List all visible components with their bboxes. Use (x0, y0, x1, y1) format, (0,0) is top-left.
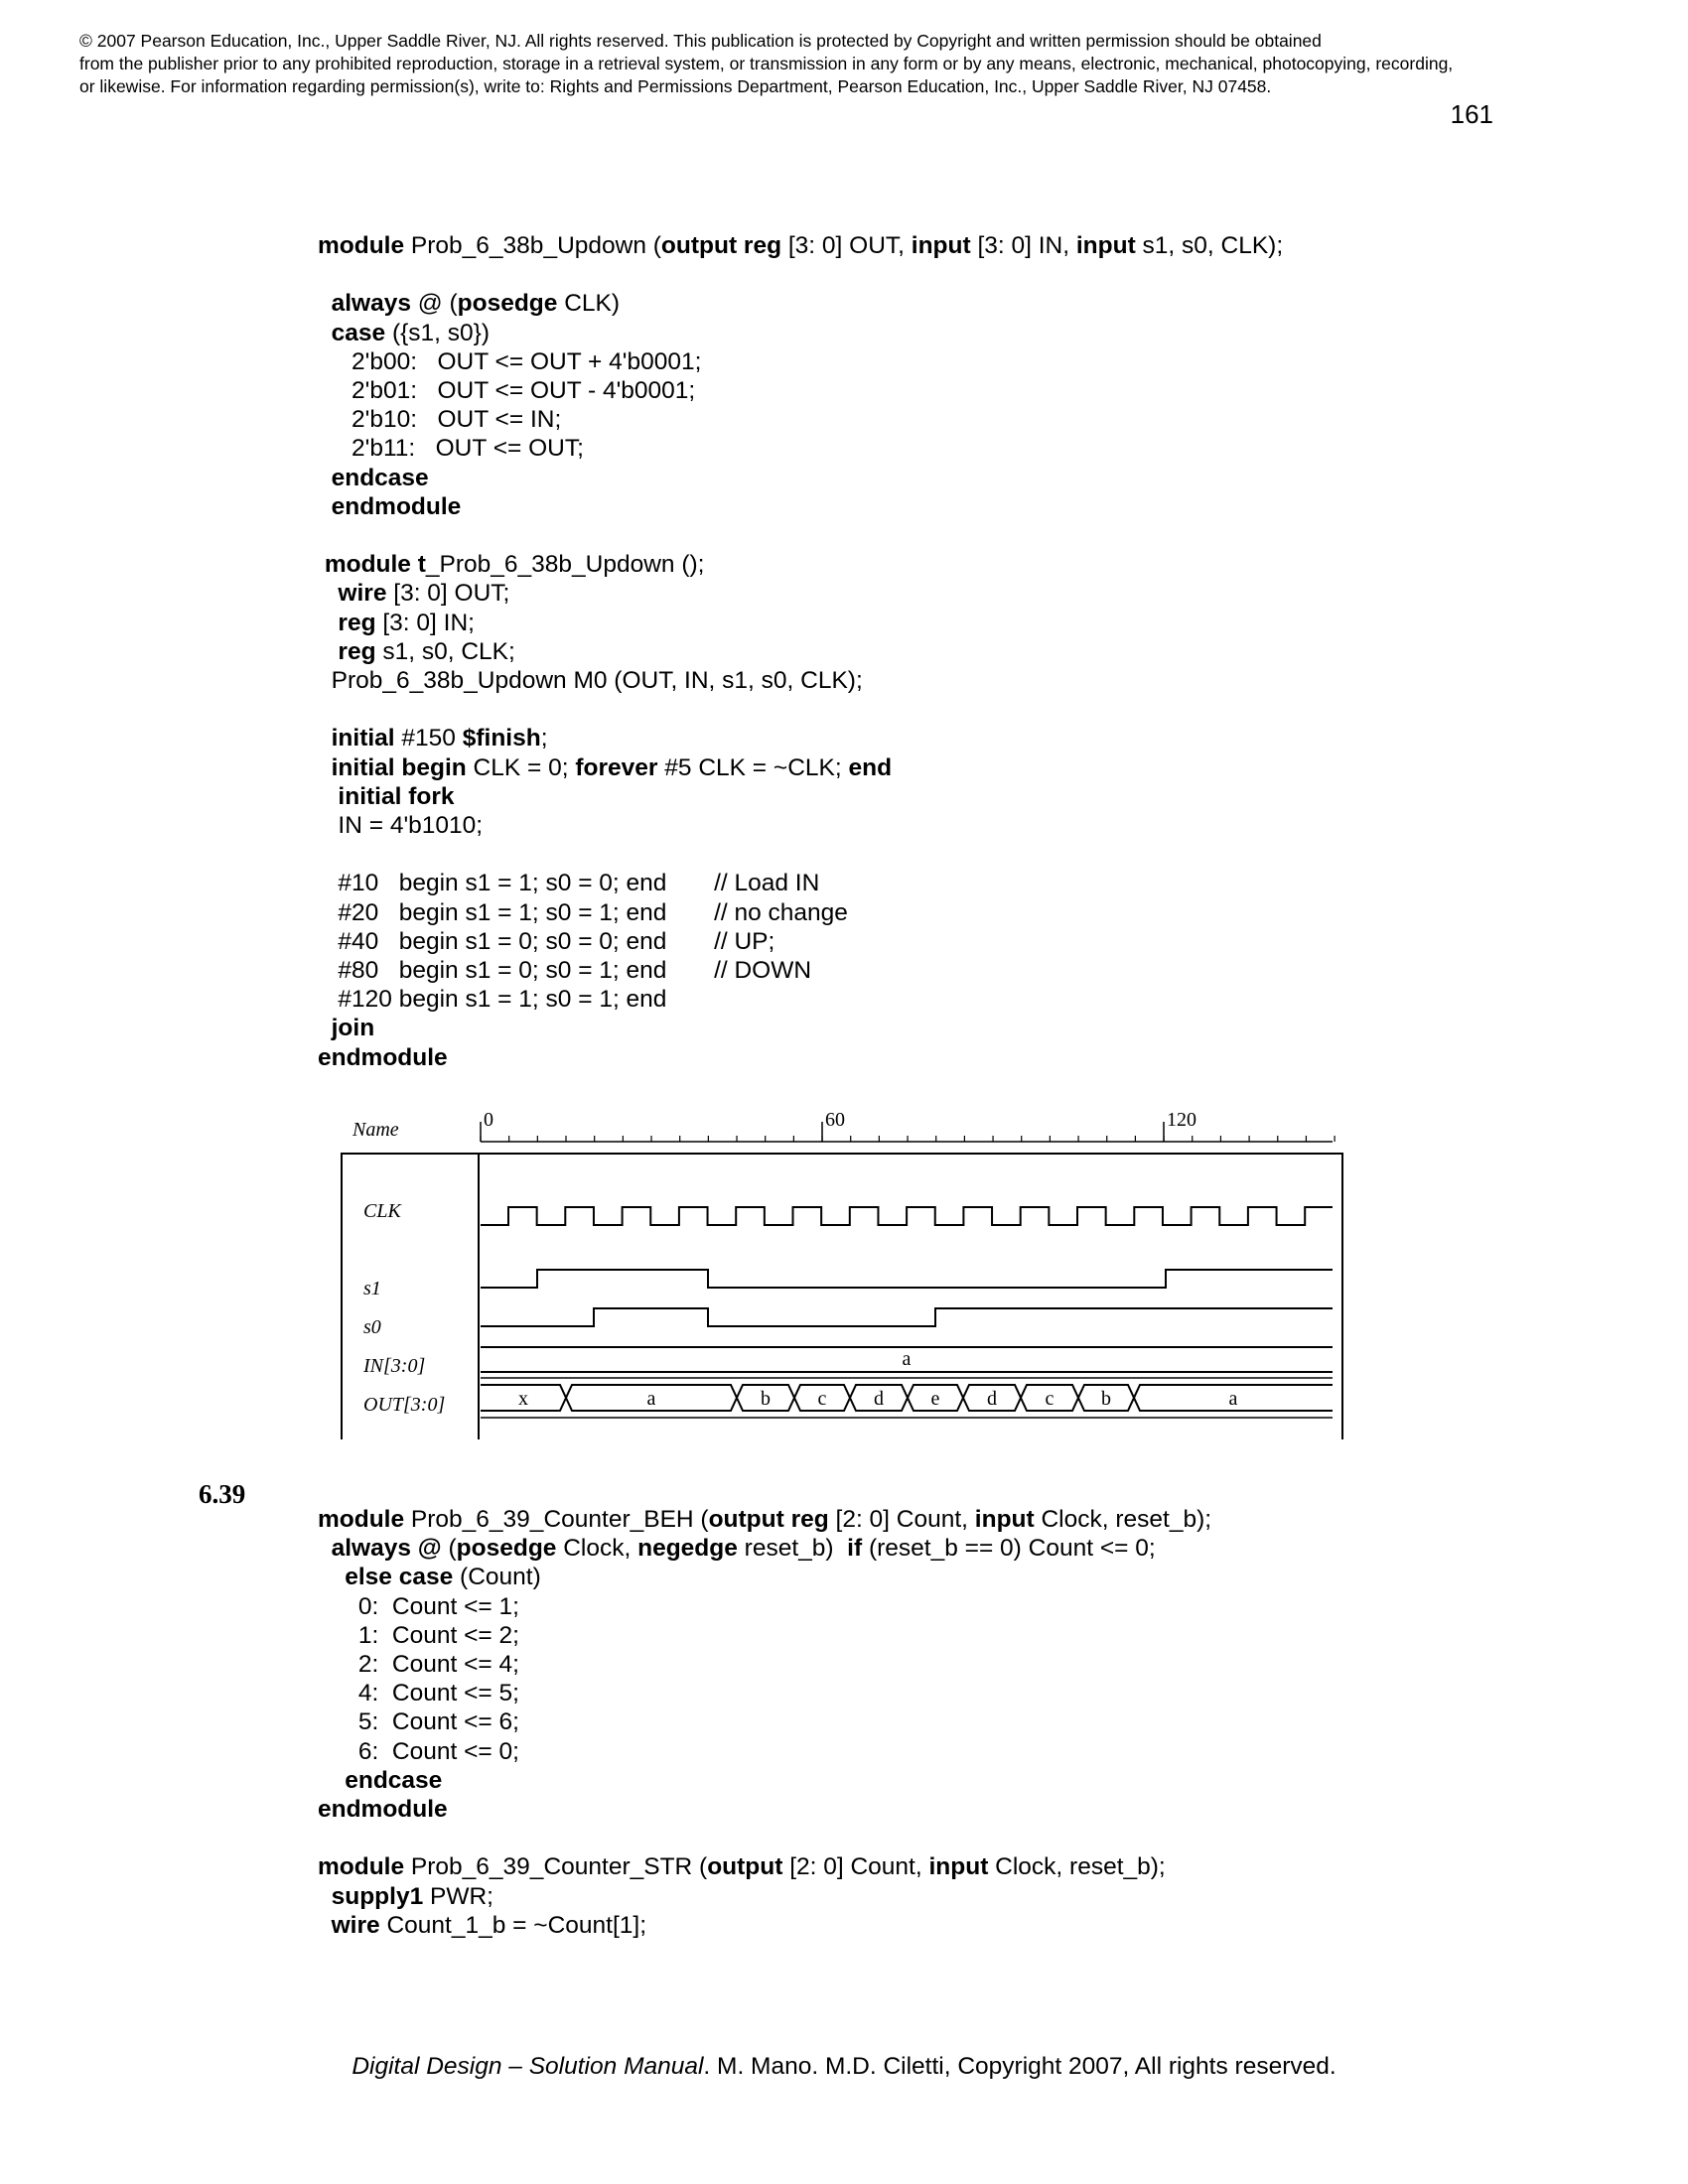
code-line (318, 1738, 519, 1766)
code-keyword: module (318, 1506, 405, 1533)
code-line (318, 870, 819, 897)
code-keyword: $finish (462, 725, 541, 752)
code-line (318, 667, 863, 695)
code-line (318, 493, 461, 521)
in-bus-value: a (902, 1348, 912, 1370)
out-bus-value: b (1101, 1388, 1111, 1410)
code-text: Clock, reset_b); (1034, 1506, 1212, 1533)
out-bus-value: x (518, 1388, 528, 1410)
code-text: ({s1, s0}) (385, 319, 490, 346)
code-line (318, 899, 848, 927)
signal-label-in: IN[3:0] (363, 1355, 426, 1377)
name-column-header: Name (352, 1119, 399, 1141)
code-keyword: module (318, 1853, 405, 1881)
code-line (318, 1912, 646, 1940)
code-text: Clock, reset_b); (988, 1853, 1166, 1881)
code-text (318, 725, 332, 751)
code-text: _Prob_6_38b_Updown (); (425, 551, 705, 579)
out-bus-value: b (761, 1388, 771, 1410)
code-line (318, 465, 429, 492)
out-bus-value: a (646, 1388, 656, 1410)
code-text: #150 (394, 725, 463, 752)
code-text (318, 320, 332, 346)
code-line (318, 551, 704, 579)
code-keyword: reg (338, 637, 376, 665)
code-keyword: always @ (331, 1535, 442, 1563)
code-text (318, 290, 332, 317)
tick-label-0: 0 (484, 1109, 493, 1131)
code-keyword: wire (338, 580, 387, 608)
code-line (318, 1651, 519, 1679)
code-keyword: input (974, 1506, 1035, 1533)
code-keyword: input (1075, 232, 1136, 259)
code-text (318, 580, 338, 607)
code-line (318, 435, 584, 463)
code-text: #120 begin s1 = 1; s0 = 1; end (318, 986, 667, 1014)
code-text (318, 754, 332, 781)
code-line (318, 725, 548, 752)
code-text (318, 465, 332, 491)
code-line (318, 638, 515, 666)
code-text: @ ( (411, 290, 458, 318)
code-text: Clock, (556, 1535, 638, 1563)
code-line (318, 1708, 519, 1736)
code-keyword: output reg (660, 232, 782, 259)
code-keyword: module (318, 232, 405, 259)
footer-credits: . M. Mano. M.D. Ciletti, Copyright 2007, All rights reserved. (703, 2053, 1336, 2080)
code-line (318, 1535, 1156, 1563)
code-keyword: output (707, 1853, 783, 1881)
code-text (318, 1535, 332, 1562)
code-text: Prob_6_38b_Updown ( (404, 232, 661, 259)
timing-diagram (0, 1102, 1688, 1439)
signal-label-s1: s1 (363, 1278, 381, 1299)
code-text (318, 493, 332, 520)
code-line (318, 986, 666, 1014)
code-text: s1, s0, CLK; (375, 637, 515, 665)
code-keyword: negedge (637, 1535, 738, 1563)
tick-label-60: 60 (825, 1109, 845, 1131)
code-keyword: initial fork (338, 782, 455, 810)
page-footer (0, 2053, 1688, 2081)
code-text: CLK = 0; (466, 753, 576, 781)
code-keyword: endcase (345, 1766, 443, 1794)
code-text: #5 CLK = ~CLK; (657, 753, 849, 781)
code-text: 0: Count <= 1; (318, 1592, 519, 1620)
code-text: [2: 0] Count, (828, 1506, 975, 1533)
code-line (318, 1044, 448, 1072)
code-text: s1, s0, CLK); (1135, 232, 1284, 259)
code-keyword: endmodule (331, 492, 462, 520)
code-keyword: posedge (457, 290, 558, 318)
out-bus-value: e (930, 1388, 940, 1410)
code-text: IN = 4'b1010; (318, 812, 484, 839)
code-keyword: join (331, 1015, 375, 1042)
code-text: [3: 0] OUT, (781, 232, 912, 259)
code-keyword: case (331, 319, 386, 346)
page-number: 161 (1450, 99, 1493, 129)
code-text: Count_1_b = ~Count[1]; (379, 1911, 646, 1939)
code-line (318, 348, 701, 376)
out-bus-value: d (874, 1388, 884, 1410)
code-text: 2'b01: OUT <= OUT - 4'b0001; (318, 377, 696, 404)
code-line (318, 1767, 442, 1795)
code-text: Prob_6_39_Counter_BEH ( (404, 1506, 709, 1533)
code-keyword: wire (331, 1911, 380, 1939)
out-bus-waveform (481, 1378, 1333, 1418)
s0-waveform (481, 1308, 1333, 1326)
code-line (318, 1680, 519, 1707)
code-keyword: input (928, 1853, 989, 1881)
code-text (318, 551, 325, 578)
code-line (318, 1853, 1166, 1881)
code-line (318, 1622, 519, 1650)
tick-label-120: 120 (1167, 1109, 1196, 1131)
code-keyword: supply1 (331, 1882, 424, 1910)
code-text: Prob_6_39_Counter_STR ( (404, 1853, 708, 1881)
copyright-line: from the publisher prior to any prohibited reproduction, storage in a retrieval system, or transmission in any form or by any means, electronic, mechanical, photocopying, recording, (79, 54, 1454, 73)
code-line (318, 232, 1283, 260)
code-keyword: endmodule (318, 1043, 448, 1071)
code-text (318, 1912, 332, 1939)
code-text: [2: 0] Count, (782, 1853, 929, 1881)
code-text: #10 begin s1 = 1; s0 = 0; end // Load IN (318, 870, 820, 897)
code-keyword: initial begin (331, 753, 467, 781)
copyright-line: © 2007 Pearson Education, Inc., Upper Saddle River, NJ. All rights reserved. This publication is protected by Copyright and written permission should be obtained (79, 31, 1322, 51)
code-text: 2: Count <= 4; (318, 1651, 519, 1678)
code-line (318, 1593, 519, 1621)
code-text: 1: Count <= 2; (318, 1621, 519, 1649)
s1-waveform (481, 1270, 1333, 1288)
out-bus-value: d (987, 1388, 997, 1410)
code-text: CLK) (557, 290, 621, 318)
code-line (318, 1564, 541, 1591)
code-keyword: reg (338, 609, 376, 636)
code-keyword: endmodule (318, 1796, 448, 1823)
diagram-frame (342, 1154, 1342, 1439)
code-line (318, 320, 490, 347)
code-keyword: always (331, 290, 411, 318)
code-keyword: else case (345, 1564, 454, 1591)
code-text: [3: 0] IN; (375, 609, 475, 636)
code-line (318, 1796, 448, 1824)
signal-label-clk: CLK (363, 1200, 401, 1222)
code-text: 2'b00: OUT <= OUT + 4'b0001; (318, 347, 702, 375)
out-bus-value: c (1045, 1388, 1055, 1410)
code-line (318, 1506, 1211, 1534)
code-text (318, 610, 338, 636)
code-text: Prob_6_38b_Updown M0 (OUT, IN, s1, s0, CLK); (318, 667, 863, 694)
out-bus-value: a (1228, 1388, 1238, 1410)
code-text: 2'b11: OUT <= OUT; (318, 435, 584, 463)
code-line (318, 783, 455, 811)
code-keyword: initial (331, 725, 395, 752)
code-keyword: output reg (708, 1506, 829, 1533)
code-text: 5: Count <= 6; (318, 1708, 519, 1736)
code-text: #40 begin s1 = 0; s0 = 0; end // UP; (318, 927, 775, 955)
section-number: 6.39 (199, 1479, 246, 1509)
code-line (318, 928, 774, 956)
code-line (318, 406, 561, 434)
code-text: ( (441, 1535, 457, 1563)
code-text: [3: 0] IN, (970, 232, 1076, 259)
code-text: (reset_b == 0) Count <= 0; (862, 1535, 1156, 1563)
code-text (318, 1883, 332, 1910)
code-text (318, 783, 338, 810)
code-line (318, 957, 811, 985)
signal-label-out: OUT[3:0] (363, 1394, 446, 1416)
code-keyword: forever (575, 753, 658, 781)
code-text: ; (540, 725, 548, 752)
code-line (318, 1883, 493, 1911)
code-text (318, 1564, 345, 1590)
code-line (318, 812, 483, 840)
code-keyword: end (848, 753, 893, 781)
code-text: 6: Count <= 0; (318, 1737, 519, 1765)
signal-label-s0: s0 (363, 1316, 381, 1338)
clk-waveform (481, 1207, 1333, 1225)
out-bus-value: c (817, 1388, 827, 1410)
code-text: 2'b10: OUT <= IN; (318, 406, 562, 434)
time-ruler (481, 1109, 1335, 1142)
code-text: 4: Count <= 5; (318, 1680, 519, 1707)
code-text (318, 1767, 345, 1794)
code-text: [3: 0] OUT; (386, 580, 510, 608)
code-line (318, 610, 475, 637)
code-line (318, 290, 620, 318)
code-text (318, 1015, 332, 1041)
code-text: #20 begin s1 = 1; s0 = 1; end // no change (318, 898, 848, 926)
code-keyword: posedge (456, 1535, 557, 1563)
code-text: (Count) (453, 1564, 541, 1591)
code-text: PWR; (423, 1882, 493, 1910)
code-text (318, 638, 338, 665)
footer-book-title: Digital Design – Solution Manual (352, 2053, 704, 2080)
code-text: #80 begin s1 = 0; s0 = 1; end // DOWN (318, 957, 812, 984)
code-line (318, 1015, 374, 1042)
code-keyword: endcase (331, 464, 429, 491)
code-line (318, 580, 509, 608)
code-text: reset_b) (737, 1535, 848, 1563)
code-keyword: module t (324, 551, 426, 579)
code-keyword: input (911, 232, 971, 259)
code-keyword: if (847, 1535, 863, 1563)
code-line (318, 377, 695, 405)
copyright-line: or likewise. For information regarding permission(s), write to: Rights and Permissions Department, Pearson Education, Inc., Upper Saddle River, NJ 07458. (79, 76, 1272, 96)
code-line (318, 754, 892, 782)
in-bus-waveform (481, 1347, 1333, 1372)
copyright-notice (79, 30, 1628, 98)
